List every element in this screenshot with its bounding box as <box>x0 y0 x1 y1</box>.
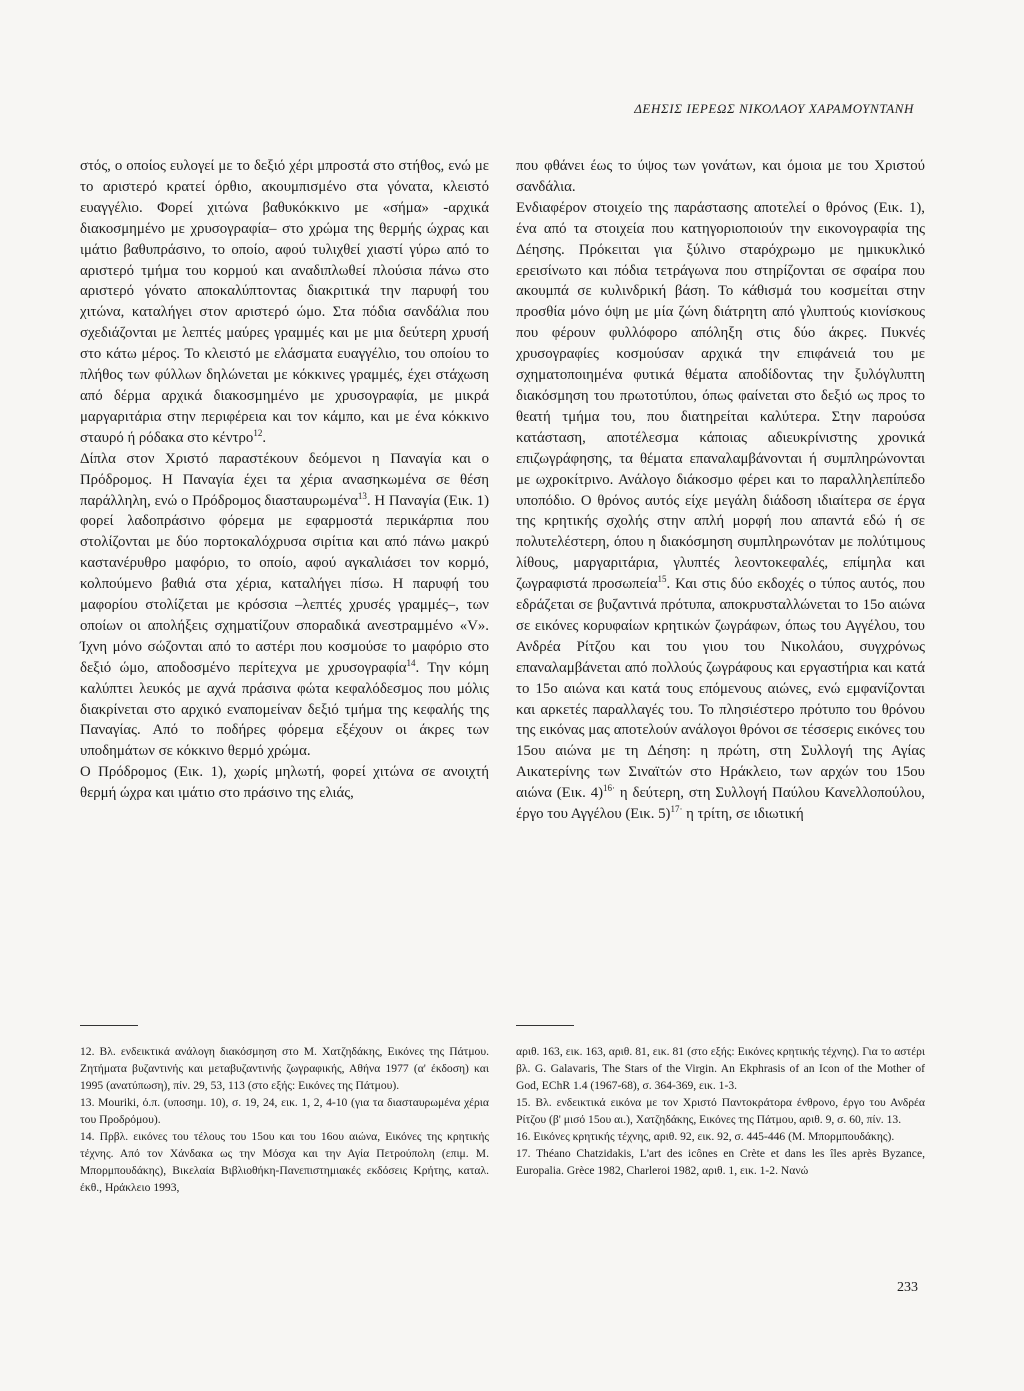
footnote-divider <box>80 1025 138 1026</box>
footnote-ref: 12 <box>253 427 263 438</box>
paragraph: Δίπλα στον Χριστό παραστέκουν δεόμενοι η Παναγία και ο Πρόδρομος. Η Παναγία έχει τα χέρια ανασηκωμένα σε θέση παράλληλη, ενώ ο Πρόδρομος διασταυρωμένα$^{13}$. Η Παναγία (Εικ. 1) φορεί λαδοπράσινο φόρεμα με εφαρμοστά περικάρπια που στολίζονται με δύο πορτοκαλόχρυσα σιρίτια και από πάνω μακρύ καστανέρυθρο μαφόριο, το οποίο, αφού αγκαλιάσει τον κορμό, κολπούμενο βαθιά στα χέρια, καταλήγει πίσω. Η παρυφή του μαφορίου στολίζεται με κρόσσια –λεπτές χρυσές γραμμές–, των οποίων οι απολήξεις σχηματίζουν σποραδικά ανεστραμμένο «V». Ίχνη μόνο σώζονται από το αστέρι που κοσμούσε το μαφόριο στο δεξιό ώμο, αποδοσμένο περίτεχνα με χρυσογραφία$^{14}$. Την κόμη καλύπτει λευκός με αχνά πράσινα φώτα κεφαλόδεσμος που μόλις διακρίνεται στο αρχικό εναπομείναν δεξιό τμήμα της κεφαλής της Παναγίας. Από το ποδήρες φόρεμα εξέχουν οι άκρες των υποδημάτων σε κόκκινο θερμό χρώμα. <box>80 450 489 760</box>
paragraph: Ενδιαφέρον στοιχείο της παράστασης αποτελεί ο θρόνος (Εικ. 1), ένα από τα στοιχεία που κατηγοριοποιούν την εικονογραφία της Δέησης. Πρόκειται για ξύλινο σταρόχρωμο με ημικυκλικό ερεισίνωτο και πόδια τετράγωνα που στηρίζονται σε σφαίρα που ακουμπά σε κυλινδρική βάση. Το κάθισμά του κοσμείται στην προσθία μόνο όψη με μία ζώνη διάτρητη από γλυπτούς κιονίσκους που φέρουν φυλλόφορο απόληξη στις δύο άκρες. Πυκνές χρυσογραφίες κοσμούσαν αρχικά την επιφάνειά του με σχηματοποιημένα φυτικά θέματα αποδίδοντας την ξυλόγλυπτη διακόσμηση του πρωτοτύπου, όπως φαίνεται στο δεξιό ως προς το θεατή τμήμα του, που διατηρείται καλύτερα. Στην παρούσα κατάσταση, αποτέλεσμα κάποιας αδιευκρίνιστης χρονικά επιζωγράφησης, τα θέματα επαναλαμβάνονται ή συμπληρώνονται με ωχροκίτρινο. Ανάλογο διάκοσμο φέρει και το παραλληλεπίπεδο υποπόδιο. Ο θρόνος αυτός είχε μεγάλη διάδοση ιδιαίτερα σε έργα της κρητικής σχολής στην απλή μορφή που απαντά εδώ ή σε πολυτελέστερη, όπου η διακόσμηση συμπληρωνόταν με πολύτιμους λίθους, μαργαριτάρια, γλυπτές λεοντοκεφαλές, επίμηλα και ζωγραφιστά προσωπεία$^{15}$. Και στις δύο εκδοχές ο τύπος αυτός, που εδράζεται σε βυζαντινά πρότυπα, αποκρυσταλλώνεται το 15ο αιώνα σε εικόνες κορυφαίων κρητικών ζωγράφων, όπως του Αγγέλου, του Ανδρέα Ρίτζου και του γιου του Νικολάου, συγχρόνως επαναλαμβάνεται από πολλούς ζωγράφους και εργαστήρια και κατά το 15ο αιώνα και κατά τους επόμενους αιώνες, ενώ εμφανίζονται και αρκετές παραλλαγές του. Το πλησιέστερο πρότυπο του θρόνου της εικόνας μας αποτελούν ανάλογοι θρόνοι σε τέσσερις εικόνες του 15ου αιώνα με τη Δέηση: η πρώτη, στη Συλλογή της Αγίας Αικατερίνης των Σιναϊτών στο Ηράκλειο, των αρχών του 15ου αιώνα (Εικ. 4)$^{16\cdot}$ η δεύτερη, στη Συλλογή Παύλου Κανελλοπούλου, έργο του Αγγέλου (Εικ. 5)$^{17\cdot}$ η τρίτη, σε ιδιωτική <box>516 199 925 823</box>
footnote: 13. Mouriki, ό.π. (υποσημ. 10), σ. 19, 24, εικ. 1, 2, 4-10 (για τα διασταυρωμένα χέρια του Προδρόμου). <box>80 1096 489 1126</box>
body-column-right <box>516 156 925 825</box>
running-header: ΔΕΗΣΙΣ ΙΕΡΕΩΣ ΝΙΚΟΛΑΟΥ ΧΑΡΑΜΟΥΝΤΑΝΗ <box>634 101 914 116</box>
footnotes-left <box>80 1043 489 1196</box>
paragraph: στός, ο οποίος ευλογεί με το δεξιό χέρι μπροστά στο στήθος, ενώ με το αριστερό κρατεί όρθιο, ακουμπισμένο στα γόνατα, κλειστό ευαγγέλιο. Φορεί χιτώνα βαθυκόκκινο με «σήμα» -αρχικά διακοσμημένο με χρυσογραφία– στο χρώμα της θερμής ώχρας και ιμάτιο βαθυπράσινο, το οποίο, αφού τυλιχθεί χιαστί γύρω από το αριστερό τμήμα του κορμού και αναδιπλωθεί πλούσια πάνω στο αριστερό γόνατο αποκαλύπτοντας διακριτικά την παρυφή του χιτώνα, καταλήγει στον αριστερό ώμο. Στα πόδια σανδάλια που σχεδιάζονται με λεπτές μαύρες γραμμές και με μια δεύτερη χρυσή στο κάτω μέρος. Το κλειστό με ελάσματα ευαγγέλιο, του οποίου το πλήθος των φύλλων δηλώνεται με κόκκινες γραμμές, έχει στάχωση από δέρμα αρχικά διακοσμημένο με χρυσογραφία, με μικρά μαργαριτάρια στην περιφέρεια και τον κάμπο, και με ένα κόκκινο σταυρό ή ρόδακα στο κέντρο$^{12}$. <box>80 158 489 446</box>
page-number: 233 <box>897 1280 918 1295</box>
footnote: 15. Βλ. ενδεικτικά εικόνα με τον Χριστό Παντοκράτορα ένθρονο, έργο του Ανδρέα Ρίτζου (β' μισό 15ου αι.), Χατζηδάκης, Εικόνες της Πάτμου, αριθ. 9, σ. 60, πίν. 13. <box>516 1096 925 1126</box>
paragraph: Ο Πρόδρομος (Εικ. 1), χωρίς μηλωτή, φορεί χιτώνα σε ανοιχτή θερμή ώχρα και ιμάτιο στο πράσινο της ελιάς, <box>80 764 489 802</box>
footnotes-right <box>516 1043 925 1179</box>
footnote: 16. Εικόνες κρητικής τέχνης, αριθ. 92, εικ. 92, σ. 445-446 (Μ. Μπορμπουδάκης). <box>516 1130 895 1143</box>
footnote-ref: 14 <box>406 657 416 668</box>
footnote-ref: 16· <box>603 783 616 794</box>
footnote: αριθ. 163, εικ. 163, αριθ. 81, εικ. 81 (στο εξής: Εικόνες κρητικής τέχνης). Για το αστέρι βλ. G. Galavaris, The Stars of the Virgin. An Ekphrasis of an Icon of the Mother of God, EChR 1.4 (1967-68), σ. 364-369, εικ. 1-3. <box>516 1045 925 1092</box>
footnote: 12. Βλ. ενδεικτικά ανάλογη διακόσμηση στο Μ. Χατζηδάκης, Εικόνες της Πάτμου. Ζητήματα βυζαντινής και μεταβυζαντινής ζωγραφικής, Αθήνα 1977 (α' έκδοση) και 1995 (ανατύπωση), πίν. 29, 53, 113 (στο εξής: Εικόνες της Πάτμου). <box>80 1045 489 1092</box>
footnote-ref: 13 <box>357 490 367 501</box>
footnote-divider <box>516 1025 574 1026</box>
body-column-left <box>80 156 489 804</box>
paragraph: που φθάνει έως το ύψος των γονάτων, και όμοια με του Χριστού σανδάλια. <box>516 158 925 195</box>
footnote: 14. Πρβλ. εικόνες του τέλους του 15ου και του 16ου αιώνα, Εικόνες της κρητικής τέχνης. Από τον Χάνδακα ως την Μόσχα και την Αγία Πετρούπολη (επιμ. Μ. Μπορμπουδάκης), Βικελαία Βιβλιοθήκη-Πανεπιστημιακές εκδόσεις Κρήτης, καταλ. έκθ., Ηράκλειο 1993, <box>80 1130 489 1194</box>
footnote-ref: 17· <box>670 804 683 815</box>
footnote-ref: 15 <box>657 574 667 585</box>
footnote: 17. Théano Chatzidakis, L'art des icônes en Crète et dans les îles après Byzance, Europalia. Grèce 1982, Charleroi 1982, αριθ. 1, εικ. 1-2. Νανώ <box>516 1147 925 1177</box>
